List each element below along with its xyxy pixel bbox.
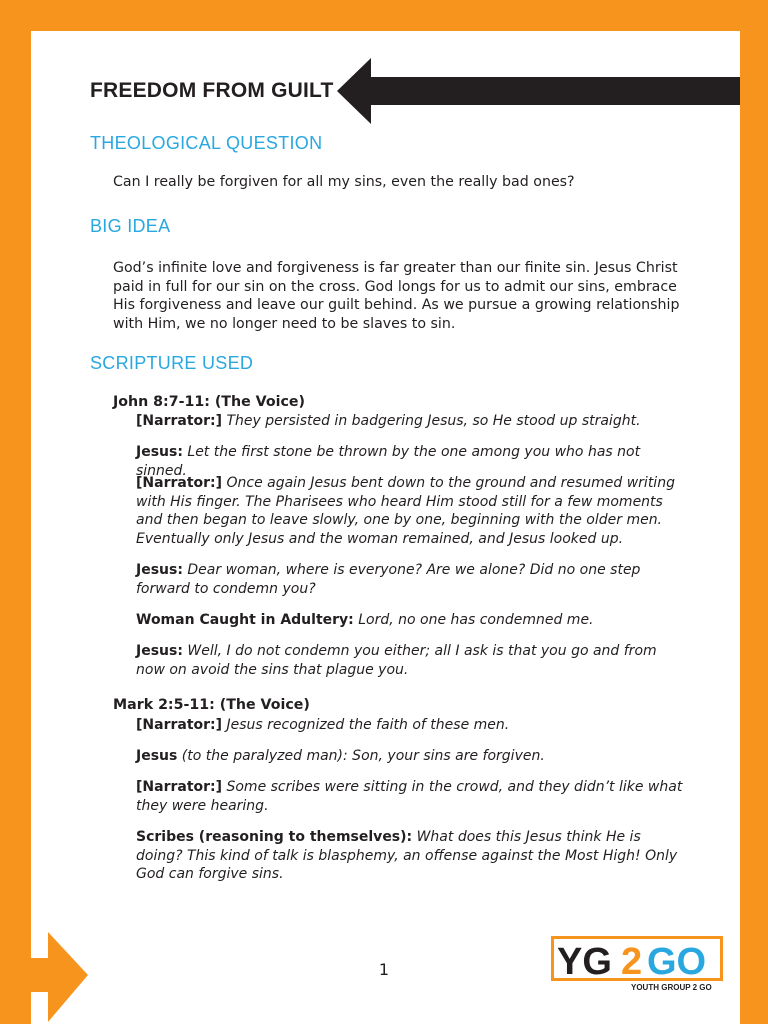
verse-text: (to the paralyzed man): Son, your sins are forgiven. <box>181 748 545 764</box>
passage-reference: John 8:7-11: (The Voice) <box>113 394 305 410</box>
verse-line <box>136 561 684 598</box>
left-arrow-icon <box>337 58 740 124</box>
question-text: Can I really be forgiven for all my sins, even the really bad ones? <box>113 174 575 190</box>
logo-tagline: YOUTH GROUP 2 GO <box>631 983 712 992</box>
verse-line <box>136 716 684 735</box>
verse-text: Lord, no one has condemned me. <box>358 612 594 628</box>
verse-text: Dear woman, where is everyone? Are we alone? Did no one step forward to condemn you? <box>136 562 641 597</box>
verse-text: Let the first stone be thrown by the one among you who has not sinned. <box>136 444 641 479</box>
speaker-label: Jesus: <box>136 444 183 460</box>
passage-reference: Mark 2:5-11: (The Voice) <box>113 697 310 713</box>
speaker-label: [Narrator:] <box>136 413 223 429</box>
speaker-label: Woman Caught in Adultery: <box>136 612 354 628</box>
logo-yg: YG <box>557 941 612 983</box>
verse-text: Once again Jesus bent down to the ground and resumed writing with His finger. The Pharisees who heard Him stood still for a few moments and then began to leave slowly, one by one, beginning with the older men. Eventually only Jesus and the woman remained, and Jesus looked up. <box>136 475 675 547</box>
yg2go-logo <box>551 936 723 992</box>
verse-line <box>136 474 684 548</box>
verse-line <box>136 778 684 815</box>
verse-line <box>136 412 684 431</box>
speaker-label: [Narrator:] <box>136 475 223 491</box>
logo-go: GO <box>647 941 707 983</box>
section-heading-big-idea: BIG IDEA <box>90 216 171 236</box>
logo-two: 2 <box>621 941 643 983</box>
speaker-label: Jesus <box>136 748 178 764</box>
verse-text: Some scribes were sitting in the crowd, and they didn’t like what they were hearing. <box>136 779 683 814</box>
verse-line <box>136 642 684 679</box>
page-title: FREEDOM FROM GUILT <box>90 79 334 102</box>
speaker-label: [Narrator:] <box>136 717 223 733</box>
speaker-label: Scribes (reasoning to themselves): <box>136 829 413 845</box>
section-heading-scripture: SCRIPTURE USED <box>90 353 254 373</box>
verse-line <box>136 611 684 630</box>
speaker-label: Jesus: <box>136 562 183 578</box>
verse-text: Jesus recognized the faith of these men. <box>226 717 510 733</box>
speaker-label: Jesus: <box>136 643 183 659</box>
page-number: 1 <box>378 960 390 979</box>
big-idea-text: God’s infinite love and forgiveness is far greater than our finite sin. Jesus Christ paid in full for our sin on the cross. God longs for us to admit our sins, embrace His forgiveness and leave our guilt behind. As we pursue a growing relationship with Him, we no longer need to be slaves to sin. <box>113 260 680 332</box>
right-arrow-icon <box>0 930 90 1024</box>
verse-line <box>136 828 684 884</box>
verse-line <box>136 747 684 766</box>
verse-text: They persisted in badgering Jesus, so He stood up straight. <box>226 413 641 429</box>
speaker-label: [Narrator:] <box>136 779 223 795</box>
section-heading-question: THEOLOGICAL QUESTION <box>90 133 323 153</box>
verse-text: What does this Jesus think He is doing? This kind of talk is blasphemy, an offense against the Most High! Only God can forgive sins. <box>136 829 678 882</box>
verse-text: Well, I do not condemn you either; all I ask is that you go and from now on avoid the sins that plague you. <box>136 643 657 678</box>
